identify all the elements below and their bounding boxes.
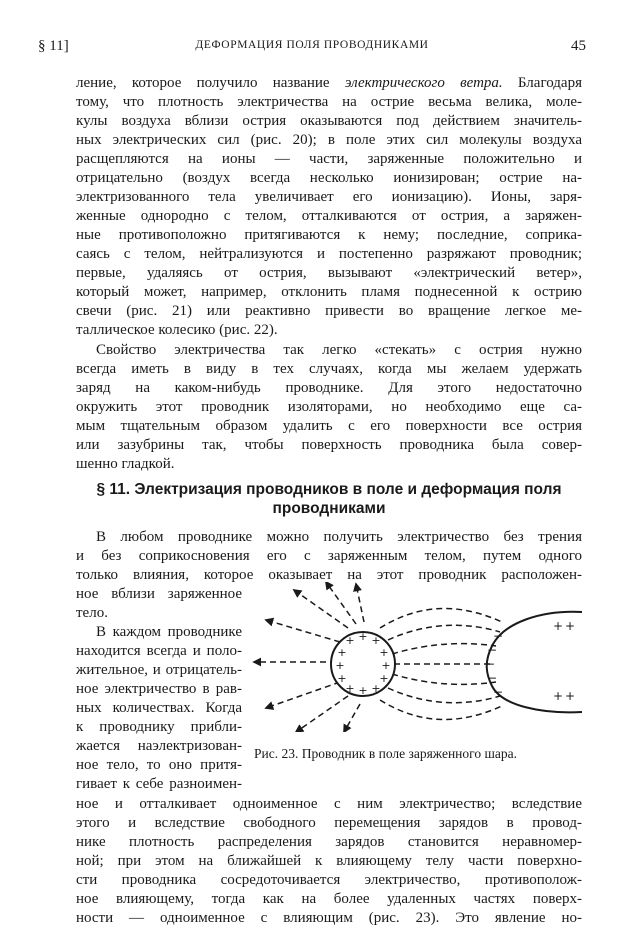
paragraph-line: тому, что плотность электричества на острие весьма велика, моле-	[76, 94, 582, 110]
paragraph-line: первые, удаляясь от острия, вызывают «электрический ветер»,	[76, 265, 582, 281]
paragraph-line: В каждом проводнике	[96, 624, 242, 640]
paragraph-line: мым тщательным образом удалить с его поверхности все острия	[76, 418, 582, 434]
paragraph-line: нике плотность распределения зарядов становится неравномер-	[76, 834, 582, 850]
paragraph-line: ности — одноименное с влияющим (рис. 23). Это явление но-	[76, 910, 582, 926]
section-heading-cont: проводниками	[272, 500, 386, 517]
svg-text:−: −	[486, 671, 498, 685]
paragraph-line: Свойство электричества так легко «стекать» с острия нужно	[96, 342, 582, 358]
paragraph-line: окружить этот проводник изоляторами, но необходимо еще са-	[76, 399, 582, 415]
svg-text:+: +	[552, 619, 564, 633]
svg-text:−: −	[492, 685, 504, 699]
svg-text:+: +	[371, 682, 381, 695]
paragraph-line: женные однородно с телом, отталкиваются от острия, а заряжен-	[76, 208, 582, 224]
paragraph-line: ное и отталкивает одноименное с ним электричество; вследствие	[76, 796, 582, 812]
paragraph-line: сти проводника сосредоточивается электричество, противополож-	[76, 872, 582, 888]
paragraph-line: к проводнику прибли-	[76, 719, 242, 735]
svg-text:−: −	[484, 657, 496, 671]
paragraph-line: таллическое колесико (рис. 22).	[76, 322, 278, 338]
paragraph-line: кулы воздуха вблизи острия оказываются под действием значитель-	[76, 113, 582, 129]
figure-caption: Рис. 23. Проводник в поле заряженного шара.	[254, 746, 517, 761]
svg-text:+: +	[564, 689, 576, 703]
paragraph-line: только влияния, которое оказывает на этот проводник расположен-	[76, 567, 582, 583]
paragraph-line: ных количествах. Когда	[76, 700, 242, 716]
paragraph-line: жительное, и отрицатель-	[76, 662, 242, 678]
svg-text:−: −	[492, 629, 504, 643]
paragraph-line: и без соприкосновения его с заряженным телом, путем одного	[76, 548, 582, 564]
paragraph-line: расщепляются на ионы — части, заряженные положительно и	[76, 151, 582, 167]
paragraph-line: этого и вследствие свободного перемещения зарядов в провод-	[76, 815, 582, 831]
paragraph-line: В любом проводнике можно получить электричество без трения	[96, 529, 582, 545]
paragraph-line: ной; при этом на ближайшей к влияющему телу части поверхно-	[76, 853, 582, 869]
paragraph-line: отрицательно (воздух всегда несколько ионизирован; острие на-	[76, 170, 582, 186]
paragraph-line: ление, которое получило название электрического ветра. Благодаря	[76, 75, 582, 91]
field-lines	[380, 608, 502, 719]
paragraph-line: шенно гладкой.	[76, 456, 175, 472]
svg-text:+: +	[564, 619, 576, 633]
svg-text:+: +	[358, 684, 368, 697]
figure-conductor-in-field	[252, 582, 582, 732]
paragraph-line: ное вблизи заряженное	[76, 586, 242, 602]
paragraph-line: ных электрических сил (рис. 20); в поле этих сил молекулы воздуха	[76, 132, 582, 148]
chapter-title: ДЕФОРМАЦИЯ ПОЛЯ ПРОВОДНИКАМИ	[195, 39, 429, 51]
paragraph-line: находится всегда и поло-	[76, 643, 242, 659]
svg-text:+: +	[345, 682, 355, 695]
paragraph-line: электризованного тела увеличивает его ионизацию). Ионы, заря-	[76, 189, 582, 205]
paragraph-line: гивает к себе разноимен-	[76, 776, 242, 792]
paragraph-line: всегда иметь в виду в тех случаях, когда мы желаем удержать	[76, 361, 582, 377]
paragraph-line: тело.	[76, 605, 108, 621]
paragraph-line: ные противоположно притягиваются к нему; последние, соприка-	[76, 227, 582, 243]
paragraph-line: ное влияющему, тогда как на более удаленных частях поверх-	[76, 891, 582, 907]
paragraph-line: ное тело, то оно притя-	[76, 757, 242, 773]
paragraph-line: или зазубрины так, чтобы поверхность проводника была совер-	[76, 437, 582, 453]
paragraph-line: свечи (рис. 21) или реактивно привести во вращение легкое ме-	[76, 303, 582, 319]
svg-text:+: +	[337, 672, 347, 685]
svg-text:−: −	[486, 643, 498, 657]
svg-text:+: +	[379, 672, 389, 685]
svg-text:+: +	[552, 689, 564, 703]
page-number: 45	[571, 38, 586, 54]
svg-text:+: +	[381, 659, 391, 672]
svg-text:+: +	[358, 630, 368, 643]
svg-text:+: +	[337, 646, 347, 659]
paragraph-line: саясь с телом, нейтрализуются и постепенно разряжают проводник;	[76, 246, 582, 262]
paragraph-line: ное электричество в рав-	[76, 681, 242, 697]
svg-text:+: +	[379, 646, 389, 659]
svg-text:+: +	[345, 634, 355, 647]
svg-text:+: +	[335, 659, 345, 672]
svg-text:+: +	[371, 634, 381, 647]
section-marker: § 11]	[38, 38, 69, 54]
paragraph-line: который может, например, отклонить пламя поднесенной к острию	[76, 284, 582, 300]
conductor-charges	[485, 619, 575, 703]
paragraph-line: жается наэлектризован-	[76, 738, 242, 754]
section-heading: § 11. Электризация проводников в поле и деформация поля	[96, 481, 562, 498]
paragraph-line: заряд на каком-нибудь проводнике. Для этого недостаточно	[76, 380, 582, 396]
running-head	[38, 38, 586, 58]
